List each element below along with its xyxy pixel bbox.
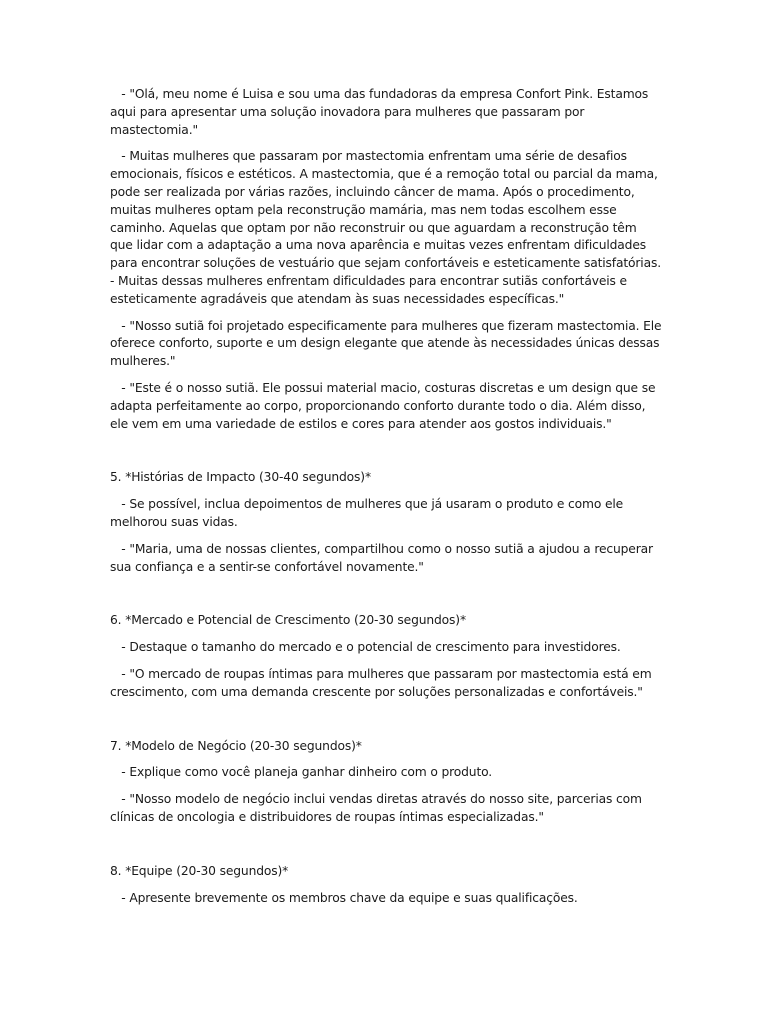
paragraph: - "Nosso sutiã foi projetado especificamente para mulheres que fizeram mastectomia. Ele oferece conforto, suporte e um design elegante que atende às necessidades únicas dessas mulheres." — [110, 318, 666, 369]
section-heading: 6. *Mercado e Potencial de Crescimento (20-30 segundos)* — [110, 613, 466, 628]
paragraph: - "Maria, uma de nossas clientes, compartilhou como o nosso sutiã a ajudou a recuperar sua confiança e a sentir-se confortável novamente." — [110, 541, 657, 574]
paragraph: - Se possível, inclua depoimentos de mulheres que já usaram o produto e como ele melhorou suas vidas. — [110, 497, 627, 529]
paragraph: - "Este é o nosso sutiã. Ele possui material macio, costuras discretas e um design que se adapta perfeitamente ao corpo, proporcionando conforto durante todo o dia. Além disso, ele vem em uma variedade de estilos e cores para atender aos gostos individuais." — [110, 380, 660, 431]
section-spacer — [110, 836, 662, 863]
paragraph: - Apresente brevemente os membros chave da equipe e suas qualificações. — [110, 890, 578, 905]
section-spacer — [110, 711, 662, 738]
section-heading: 5. *Histórias de Impacto (30-40 segundos)* — [110, 470, 371, 485]
paragraph: - Explique como você planeja ganhar dinheiro com o produto. — [110, 765, 493, 780]
section-spacer — [110, 442, 662, 469]
document-page — [110, 86, 673, 916]
paragraph: - Muitas mulheres que passaram por mastectomia enfrentam uma série de desafios emocionais, físicos e estéticos. A mastectomia, que é a remoção total ou parcial da mama, pode ser realizada por várias razões, incluindo câncer de mama. Após o procedimento, muitas mulheres optam pela reconstrução mamária, mas nem todas escolhem esse caminho. Aquelas que optam por não reconstruir ou que aguardam a reconstrução têm que lidar com a adaptação a uma nova aparência e muitas vezes enfrentam dificuldades para encontrar soluções de vestuário que sejam confortáveis e esteticamente satisfatórias. - Muitas dessas mulheres enfrentam dificuldades para encontrar sutiãs confortáveis e esteticamente agradáveis que atendam às suas necessidades específicas." — [110, 149, 673, 306]
paragraph: - "Nosso modelo de negócio inclui vendas diretas através do nosso site, parcerias com clínicas de oncologia e distribuidores de roupas íntimas especializadas." — [110, 792, 646, 824]
section-spacer — [110, 585, 662, 612]
section-heading: 7. *Modelo de Negócio (20-30 segundos)* — [110, 738, 362, 753]
section-heading: 8. *Equipe (20-30 segundos)* — [110, 863, 289, 878]
paragraph: - "O mercado de roupas íntimas para mulheres que passaram por mastectomia está em crescimento, com uma demanda crescente por soluções personalizadas e confortáveis." — [110, 666, 656, 699]
paragraph: - Destaque o tamanho do mercado e o potencial de crescimento para investidores. — [110, 640, 621, 655]
paragraph: - "Olá, meu nome é Luisa e sou uma das fundadoras da empresa Confort Pink. Estamos aqui para apresentar uma solução inovadora para mulheres que passaram por mastectomia." — [110, 87, 652, 137]
